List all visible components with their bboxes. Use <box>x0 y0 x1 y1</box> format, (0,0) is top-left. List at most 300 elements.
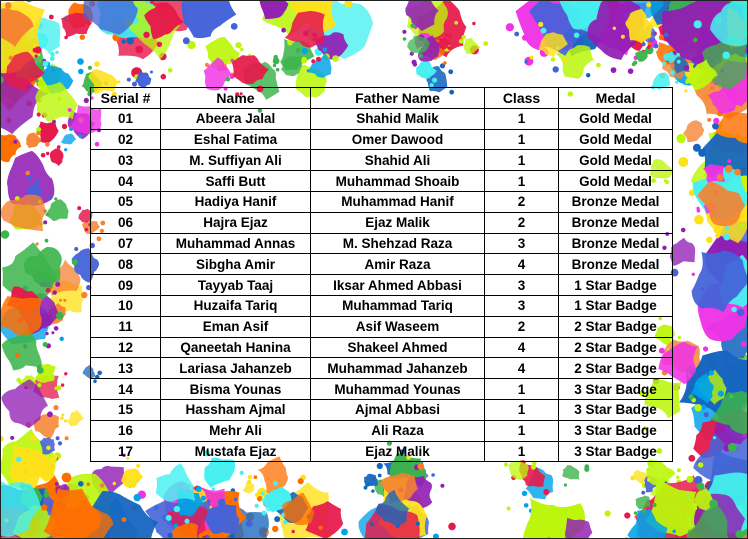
paint-droplet <box>727 159 731 163</box>
serial-cell: 09 <box>91 275 161 296</box>
father-name-cell: Amir Raza <box>311 254 485 275</box>
paint-droplet <box>672 530 676 534</box>
paint-droplet <box>59 299 62 302</box>
class-cell: 3 <box>485 275 559 296</box>
medal-cell: 1 Star Badge <box>559 295 673 316</box>
paint-droplet <box>272 526 278 532</box>
medal-cell: 3 Star Badge <box>559 379 673 400</box>
paint-droplet <box>55 51 58 54</box>
paint-droplet <box>447 46 451 50</box>
paint-splash <box>61 133 76 144</box>
paint-droplet <box>646 2 651 7</box>
paint-droplet <box>740 224 745 229</box>
serial-cell: 04 <box>91 171 161 192</box>
paint-droplet <box>56 436 60 440</box>
paint-droplet <box>292 530 295 533</box>
paint-droplet <box>630 476 634 480</box>
paint-droplet <box>686 78 692 84</box>
father-name-cell: Muhammad Shoaib <box>311 171 485 192</box>
paint-droplet <box>74 247 78 251</box>
paint-droplet <box>678 157 688 167</box>
medal-cell: 3 Star Badge <box>559 420 673 441</box>
paint-splash <box>683 120 704 142</box>
paint-droplet <box>676 53 680 57</box>
paint-droplet <box>693 144 701 152</box>
paint-droplet <box>201 496 206 501</box>
medal-cell: Bronze Medal <box>559 233 673 254</box>
paint-splash <box>38 121 59 143</box>
paint-droplet <box>553 66 559 72</box>
paint-droplet <box>10 436 14 440</box>
paint-droplet <box>689 394 694 399</box>
paint-droplet <box>506 23 514 31</box>
paint-droplet <box>410 23 415 28</box>
paint-droplet <box>662 62 666 66</box>
paint-droplet <box>60 417 64 421</box>
paint-droplet <box>79 134 83 138</box>
paint-droplet <box>113 482 116 485</box>
paint-droplet <box>296 48 301 53</box>
paint-droplet <box>713 118 719 124</box>
serial-cell: 03 <box>91 150 161 171</box>
table-row <box>91 254 673 275</box>
class-cell: 1 <box>485 420 559 441</box>
class-cell: 1 <box>485 379 559 400</box>
table-row <box>91 191 673 212</box>
father-name-cell: Shahid Malik <box>311 108 485 129</box>
paint-droplet <box>677 468 681 472</box>
paint-droplet <box>541 28 547 34</box>
paint-droplet <box>706 237 712 243</box>
medal-cell: Bronze Medal <box>559 212 673 233</box>
serial-cell: 17 <box>91 441 161 462</box>
paint-droplet <box>641 481 644 484</box>
paint-droplet <box>698 462 704 468</box>
name-cell: Huzaifa Tariq <box>161 295 311 316</box>
paint-droplet <box>5 2 12 9</box>
paint-droplet <box>684 65 690 71</box>
paint-droplet <box>448 523 456 531</box>
paint-droplet <box>117 80 120 83</box>
paint-droplet <box>728 443 737 452</box>
paint-droplet <box>174 506 180 512</box>
name-cell: Hajra Ejaz <box>161 212 311 233</box>
paint-droplet <box>678 336 681 339</box>
name-cell: Mehr Ali <box>161 420 311 441</box>
paint-droplet <box>694 20 702 28</box>
paint-droplet <box>341 529 348 536</box>
paint-droplet <box>670 70 675 75</box>
table-row <box>91 441 673 462</box>
table-row <box>91 379 673 400</box>
paint-droplet <box>574 33 579 38</box>
paint-splash <box>121 468 143 488</box>
paint-droplet <box>15 353 20 358</box>
paint-droplet <box>725 226 729 230</box>
paint-droplet <box>150 71 153 74</box>
paint-droplet <box>633 61 637 65</box>
paint-droplet <box>30 435 36 441</box>
table-row <box>91 316 673 337</box>
paint-droplet <box>403 37 407 41</box>
serial-cell: 06 <box>91 212 161 233</box>
class-cell: 1 <box>485 150 559 171</box>
paint-droplet <box>46 446 50 450</box>
father-name-cell: Ajmal Abbasi <box>311 399 485 420</box>
paint-droplet <box>122 517 127 522</box>
paint-droplet <box>25 171 30 176</box>
paint-droplet <box>185 519 190 524</box>
medal-cell: Gold Medal <box>559 129 673 150</box>
paint-droplet <box>562 57 567 62</box>
table-row <box>91 233 673 254</box>
paint-droplet <box>634 511 637 514</box>
paint-droplet <box>396 524 400 528</box>
name-cell: Qaneetah Hanina <box>161 337 311 358</box>
class-cell: 1 <box>485 171 559 192</box>
paint-droplet <box>36 242 39 245</box>
paint-droplet <box>273 481 278 486</box>
medal-cell: 1 Star Badge <box>559 275 673 296</box>
paint-droplet <box>136 464 140 468</box>
paint-droplet <box>416 522 420 526</box>
paint-droplet <box>234 498 237 501</box>
paint-droplet <box>50 56 55 61</box>
name-cell: Mustafa Ejaz <box>161 441 311 462</box>
paint-droplet <box>226 77 231 82</box>
paint-droplet <box>686 476 693 483</box>
table-row <box>91 295 673 316</box>
paint-droplet <box>16 457 21 462</box>
paint-droplet <box>126 37 134 45</box>
paint-droplet <box>166 515 172 521</box>
paint-droplet <box>586 73 590 77</box>
paint-droplet <box>44 489 48 493</box>
paint-droplet <box>50 52 55 57</box>
paint-droplet <box>51 454 57 460</box>
paint-droplet <box>65 436 69 440</box>
paint-droplet <box>642 509 646 513</box>
paint-droplet <box>676 476 679 479</box>
paint-droplet <box>459 39 464 44</box>
paint-droplet <box>676 134 685 143</box>
paint-droplet <box>64 419 67 422</box>
table-row <box>91 275 673 296</box>
medal-cell: Gold Medal <box>559 171 673 192</box>
paint-droplet <box>734 169 741 176</box>
paint-droplet <box>35 55 38 58</box>
paint-droplet <box>64 148 67 151</box>
paint-droplet <box>522 35 528 41</box>
paint-droplet <box>650 47 653 50</box>
paint-droplet <box>44 492 50 498</box>
paint-droplet <box>54 197 57 200</box>
paint-droplet <box>183 37 190 44</box>
paint-droplet <box>46 332 49 335</box>
paint-droplet <box>677 60 681 64</box>
paint-droplet <box>255 493 259 497</box>
paint-droplet <box>84 98 89 103</box>
medal-cell: 2 Star Badge <box>559 337 673 358</box>
paint-splash <box>35 82 77 121</box>
paint-splash <box>67 409 85 426</box>
table-row <box>91 150 673 171</box>
paint-droplet <box>707 118 711 122</box>
paint-droplet <box>522 491 527 496</box>
paint-droplet <box>443 61 447 65</box>
class-cell: 3 <box>485 233 559 254</box>
paint-droplet <box>61 383 64 386</box>
paint-droplet <box>307 69 310 72</box>
paint-droplet <box>20 474 26 480</box>
name-cell: Hadiya Hanif <box>161 191 311 212</box>
paint-droplet <box>88 66 92 70</box>
serial-cell: 08 <box>91 254 161 275</box>
paint-droplet <box>641 491 645 495</box>
paint-droplet <box>77 206 81 210</box>
paint-droplet <box>709 499 718 508</box>
serial-cell: 01 <box>91 108 161 129</box>
paint-droplet <box>693 38 697 42</box>
paint-droplet <box>462 35 466 39</box>
name-cell: Saffi Butt <box>161 171 311 192</box>
paint-splash <box>364 474 378 487</box>
paint-droplet <box>681 228 686 233</box>
paint-droplet <box>33 48 38 53</box>
serial-cell: 16 <box>91 420 161 441</box>
paint-droplet <box>723 234 730 241</box>
paint-droplet <box>127 78 131 82</box>
medal-cell: 3 Star Badge <box>559 441 673 462</box>
serial-cell: 02 <box>91 129 161 150</box>
paint-droplet <box>703 346 708 351</box>
serial-cell: 07 <box>91 233 161 254</box>
class-cell: 1 <box>485 399 559 420</box>
paint-droplet <box>63 299 66 302</box>
paint-droplet <box>56 312 64 320</box>
table-row <box>91 399 673 420</box>
table-row <box>91 337 673 358</box>
paint-droplet <box>248 475 252 479</box>
paint-droplet <box>302 48 308 54</box>
paint-splash <box>182 0 237 38</box>
paint-droplet <box>402 30 406 34</box>
paint-droplet <box>100 483 105 488</box>
paint-droplet <box>64 372 67 375</box>
paint-droplet <box>694 404 701 411</box>
medal-cell: Gold Medal <box>559 150 673 171</box>
paint-droplet <box>713 225 721 233</box>
paint-droplet <box>231 23 238 30</box>
paint-droplet <box>448 69 453 74</box>
paint-droplet <box>46 213 49 216</box>
paint-droplet <box>693 506 698 511</box>
name-cell: Sibgha Amir <box>161 254 311 275</box>
serial-cell: 12 <box>91 337 161 358</box>
class-cell: 2 <box>485 191 559 212</box>
paint-droplet <box>722 52 730 60</box>
paint-droplet <box>262 511 267 516</box>
class-cell: 1 <box>485 129 559 150</box>
paint-droplet <box>596 63 601 68</box>
paint-droplet <box>316 57 321 62</box>
father-name-cell: Asif Waseem <box>311 316 485 337</box>
paint-droplet <box>524 60 528 64</box>
father-name-cell: Muhammad Tariq <box>311 295 485 316</box>
paint-splash <box>50 148 64 166</box>
paint-droplet <box>55 282 60 287</box>
paint-droplet <box>281 28 286 33</box>
paint-droplet <box>692 273 695 276</box>
paint-droplet <box>440 484 444 488</box>
paint-droplet <box>45 142 50 147</box>
paint-droplet <box>1 230 10 239</box>
paint-droplet <box>276 68 280 72</box>
serial-cell: 10 <box>91 295 161 316</box>
name-cell: Hassham Ajmal <box>161 399 311 420</box>
paint-droplet <box>538 22 543 27</box>
paint-droplet <box>48 196 51 199</box>
paint-droplet <box>701 28 708 35</box>
class-cell: 4 <box>485 358 559 379</box>
name-cell: M. Suffiyan Ali <box>161 150 311 171</box>
name-cell: Muhammad Annas <box>161 233 311 254</box>
paint-droplet <box>211 535 214 538</box>
paint-splash <box>565 518 592 539</box>
paint-droplet <box>49 15 54 20</box>
paint-droplet <box>167 533 172 538</box>
paint-droplet <box>64 36 68 40</box>
serial-cell: 05 <box>91 191 161 212</box>
paint-droplet <box>507 507 511 511</box>
paint-droplet <box>53 405 58 410</box>
paint-droplet <box>621 35 625 39</box>
class-cell: 1 <box>485 441 559 462</box>
paint-droplet <box>58 441 62 445</box>
table-row <box>91 358 673 379</box>
paint-droplet <box>431 473 435 477</box>
paint-droplet <box>564 483 567 486</box>
paint-droplet <box>717 174 724 181</box>
paint-droplet <box>741 341 747 347</box>
paint-droplet <box>684 89 687 92</box>
paint-droplet <box>432 78 437 83</box>
paint-droplet <box>378 474 382 478</box>
paint-droplet <box>78 481 84 487</box>
class-cell: 2 <box>485 212 559 233</box>
father-name-cell: Muhammad Jahanzeb <box>311 358 485 379</box>
paint-droplet <box>54 386 58 390</box>
class-cell: 2 <box>485 316 559 337</box>
paint-splash <box>562 465 580 480</box>
paint-droplet <box>472 22 475 25</box>
paint-droplet <box>543 489 549 495</box>
class-cell: 4 <box>485 337 559 358</box>
table-row <box>91 108 673 129</box>
paint-droplet <box>43 220 47 224</box>
paint-droplet <box>35 179 39 183</box>
name-cell: Bisma Younas <box>161 379 311 400</box>
paint-droplet <box>605 510 611 516</box>
paint-droplet <box>737 309 744 316</box>
paint-droplet <box>273 58 280 65</box>
paint-droplet <box>611 67 617 73</box>
paint-droplet <box>81 292 87 298</box>
paint-splash <box>46 199 69 221</box>
paint-droplet <box>62 124 67 129</box>
paint-splash <box>670 238 695 266</box>
paint-droplet <box>27 175 32 180</box>
serial-cell: 15 <box>91 399 161 420</box>
class-cell: 1 <box>485 108 559 129</box>
paint-droplet <box>709 370 714 375</box>
paint-droplet <box>161 74 167 80</box>
paint-droplet <box>311 59 315 63</box>
paint-droplet <box>283 520 287 524</box>
paint-droplet <box>642 42 646 46</box>
name-cell: Eman Asif <box>161 316 311 337</box>
father-name-cell: Shahid Ali <box>311 150 485 171</box>
paint-droplet <box>319 526 323 530</box>
medal-cell: 3 Star Badge <box>559 399 673 420</box>
paint-droplet <box>551 57 555 61</box>
paint-droplet <box>135 46 143 54</box>
paint-droplet <box>46 288 51 293</box>
paint-droplet <box>713 436 716 439</box>
paint-splash <box>635 51 648 62</box>
name-cell: Tayyab Taaj <box>161 275 311 296</box>
paint-droplet <box>38 84 41 87</box>
serial-cell: 14 <box>91 379 161 400</box>
paint-droplet <box>370 522 374 526</box>
paint-droplet <box>514 32 519 37</box>
paint-droplet <box>628 68 634 74</box>
paint-droplet <box>121 39 125 43</box>
paint-droplet <box>85 228 89 232</box>
paint-droplet <box>419 54 423 58</box>
paint-droplet <box>298 478 304 484</box>
paint-droplet <box>584 467 589 472</box>
paint-droplet <box>524 503 529 508</box>
medal-cell: Bronze Medal <box>559 191 673 212</box>
paint-droplet <box>273 64 276 67</box>
paint-droplet <box>371 489 374 492</box>
paint-droplet <box>57 145 61 149</box>
paint-droplet <box>240 471 244 475</box>
father-name-cell: Shakeel Ahmed <box>311 337 485 358</box>
paint-droplet <box>240 48 243 51</box>
table-row <box>91 420 673 441</box>
paint-droplet <box>704 412 709 417</box>
father-name-cell: Iksar Ahmed Abbasi <box>311 275 485 296</box>
paint-droplet <box>13 140 17 144</box>
paint-droplet <box>157 42 162 47</box>
paint-droplet <box>55 482 59 486</box>
paint-droplet <box>72 259 78 265</box>
paint-droplet <box>731 307 737 313</box>
paint-droplet <box>94 61 100 67</box>
paint-droplet <box>449 35 453 39</box>
paint-droplet <box>377 463 383 469</box>
paint-droplet <box>653 44 658 49</box>
results-table <box>90 87 673 462</box>
paint-droplet <box>41 153 46 158</box>
paint-droplet <box>80 35 85 40</box>
paint-droplet <box>530 56 534 60</box>
paint-droplet <box>694 215 704 225</box>
name-cell: Lariasa Jahanzeb <box>161 358 311 379</box>
father-name-cell: Ejaz Malik <box>311 212 485 233</box>
